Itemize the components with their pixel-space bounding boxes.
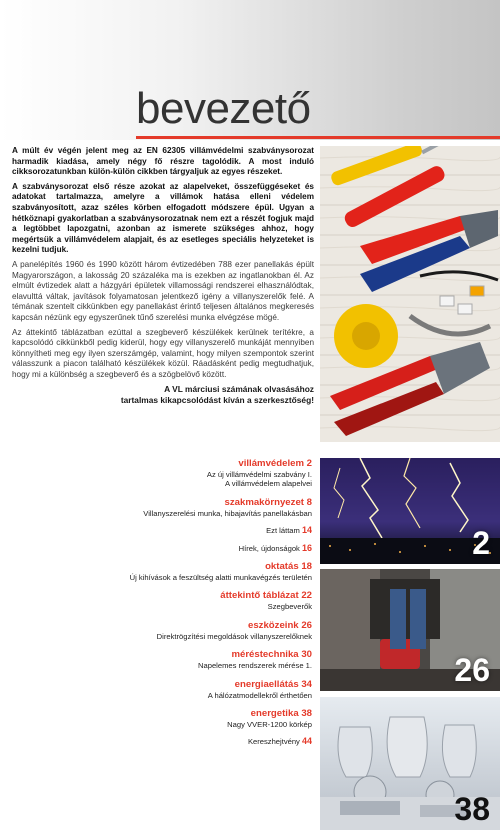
toc-entry-szakmakornyezet[interactable] bbox=[30, 497, 312, 518]
page-title: bevezető bbox=[136, 84, 311, 133]
toc-category: áttekintő táblázat bbox=[220, 590, 299, 602]
photo-page-number: 26 bbox=[454, 652, 490, 688]
photo-page-number: 38 bbox=[454, 791, 490, 827]
toc-entry-eszkozeink[interactable] bbox=[30, 620, 312, 641]
power-plant-photo bbox=[320, 697, 500, 830]
toc-entry-attekinto-tablazat[interactable] bbox=[30, 590, 312, 611]
toc-category: energetika bbox=[250, 708, 299, 720]
toc-line: Direktrögzítési megoldások villanyszerelőknek bbox=[156, 631, 312, 641]
toc-entry-oktatas[interactable] bbox=[30, 561, 312, 582]
toc-entry-energiaellatas[interactable] bbox=[30, 679, 312, 700]
toc-line: A villámvédelem alapelvei bbox=[225, 479, 312, 489]
toc-entry-ezt-lattam[interactable] bbox=[30, 526, 312, 535]
toc-entry-hirek[interactable] bbox=[30, 544, 312, 553]
toc-page-number: 30 bbox=[301, 649, 312, 661]
toc-category: szakmakörnyezet bbox=[224, 496, 304, 508]
toc-category: villámvédelem bbox=[238, 458, 304, 469]
toc-entry-merestechnika[interactable] bbox=[30, 649, 312, 670]
toc-entry-keresztrejtveny[interactable] bbox=[30, 737, 312, 746]
table-of-contents bbox=[30, 458, 312, 755]
toc-line: Nagy VVER-1200 körkép bbox=[227, 720, 312, 730]
toc-line: Napelemes rendszerek mérése 1. bbox=[198, 661, 312, 671]
toc-category: Kereszhejtvény bbox=[247, 737, 300, 747]
toc-page-number: 18 bbox=[301, 561, 312, 573]
toc-line: Az új villámvédelmi szabvány I. bbox=[206, 470, 312, 479]
toc-category: energiaellátás bbox=[234, 678, 299, 690]
photo-page-number: 2 bbox=[472, 525, 490, 561]
closing-line-2: tartalmas kikapcsolódást kíván a szerkesztőség! bbox=[120, 395, 314, 406]
toc-page-number: 8 bbox=[306, 496, 312, 508]
toc-page-number: 38 bbox=[301, 708, 312, 720]
toc-line: Szegbeverők bbox=[267, 602, 312, 612]
toc-page-number: 2 bbox=[306, 458, 312, 469]
toc-category: Hírek, újdonságok bbox=[238, 543, 300, 553]
closing-text bbox=[12, 384, 314, 406]
toc-category: Ezt láttam bbox=[266, 526, 300, 536]
intro-paragraph-2: A szabványsorozat első része azokat az alapelveket, összefüggéseket és adatokat tartalmazza, amelyre a villámok hatása elleni védelem szabványosított, azaz széles körben elfogadott módszere épül. Ugyan a hétköznapi gyakorlatban a szabványsorozatnak nem ezt a részét fogjuk majd a legtöbbet lapozgatni, azonban az ismerete szükséges ahhoz, hogy megértsük a villámvédelem alapjait, és az esetleges speciális helyzeteket is kezelni tudjuk. bbox=[12, 181, 314, 255]
toc-page-number: 26 bbox=[301, 619, 312, 631]
closing-line-1: A VL márciusi számának olvasásához bbox=[164, 384, 314, 395]
toc-page-number: 16 bbox=[301, 542, 312, 553]
toc-line: Új kihívások a feszültség alatti munkavégzés területén bbox=[129, 573, 312, 583]
toc-category: méréstechnika bbox=[231, 649, 299, 661]
toc-line: A hálózatmodellekről érthetően bbox=[207, 690, 312, 700]
worker-photo bbox=[320, 569, 500, 691]
intro-paragraph-4: Az áttekintő táblázatban ezúttal a szegbeverő készülékek kerülnek terítékre, a kapcsolódó cikkünkből pedig kiderül, hogy egy villanyszerelő munkáját mennyiben könnyítheti meg egy ilyen szerszámgép, valamint, hogy milyen szempontok szerint válasszunk a piacon található készülékek közül. Ráadásként pedig megtudhatjuk, hogy mi a különbség a szegbeverő és a szögbelövő között. bbox=[12, 327, 314, 379]
toc-category: oktatás bbox=[265, 561, 299, 573]
toc-page-number: 14 bbox=[301, 525, 312, 536]
toc-category: eszközeink bbox=[247, 619, 299, 631]
intro-column bbox=[12, 146, 314, 406]
intro-paragraph-1: A múlt év végén jelent meg az EN 62305 villámvédelmi szabványsorozat harmadik kiadása, amely négy fő részre tagolódik. A most induló cikksorozatunkban külön-külön cikkben tárgyaljuk az egyes részeket. bbox=[12, 146, 314, 177]
toc-page-number: 44 bbox=[301, 736, 312, 747]
toc-page-number: 34 bbox=[301, 678, 312, 690]
toc-entry-villamvedelem[interactable] bbox=[30, 458, 312, 489]
toc-entry-energetika[interactable] bbox=[30, 708, 312, 729]
toc-line: Villanyszerelési munka, hibajavítás panellakásban bbox=[143, 508, 312, 518]
intro-paragraph-3: A panelépítés 1960 és 1990 között három évtizedében 788 ezer panellakás épült Magyarországon, a lakosság 20 százaléka ma is ezekben az ingatlanokban él. Az elmúlt évtizedek alatt a házgyári épületek villamossági rendszerei elhasználódtak, elavulttá váltak, javítások folyamatosan jelentkező igény a villanyszerelők felé. A témának szentelt cikkünkben egy panellakást érintő teljesen általános megkeresés kapcsán nézünk egy egyszerűnek tűnő szerelési munka elvégzése mögé. bbox=[12, 259, 314, 322]
header-accent-line bbox=[136, 136, 500, 139]
toc-page-number: 22 bbox=[301, 590, 312, 602]
lightning-photo bbox=[320, 458, 500, 564]
tools-photo bbox=[320, 146, 500, 442]
